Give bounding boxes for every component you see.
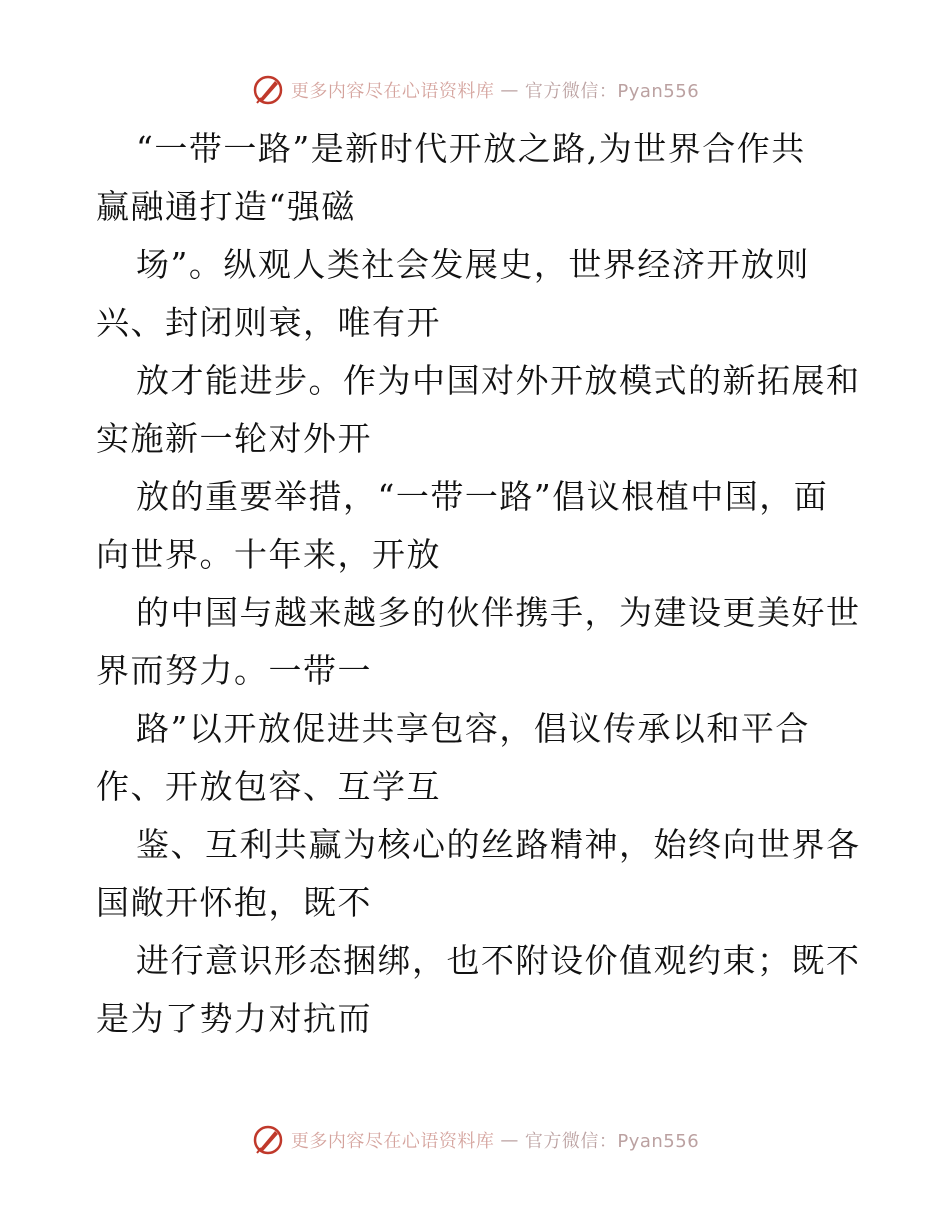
watermark-separator: — <box>500 1129 519 1151</box>
text-line: 路”以开放促进共享包容，倡议传承以和平合 <box>136 709 810 748</box>
text-line: 向世界。十年来，开放 <box>96 535 441 574</box>
text-line: 鉴、互利共赢为核心的丝路精神，始终向世界各 <box>136 825 861 864</box>
footer-watermark <box>0 1120 950 1160</box>
watermark-wechat-text: 官方微信：Pyan556 <box>524 81 700 102</box>
text-line: 赢融通打造“强磁 <box>96 187 356 226</box>
text-line: 兴、封闭则衰，唯有开 <box>96 303 441 342</box>
text-line: 的中国与越来越多的伙伴携手，为建设更美好世 <box>136 593 861 632</box>
quill-logo-icon <box>251 73 285 107</box>
body-text <box>96 120 861 1048</box>
watermark-site-text: 更多内容尽在心语资料库 <box>290 81 495 102</box>
watermark-separator: — <box>500 79 519 101</box>
text-line: 界而努力。一带一 <box>96 651 372 690</box>
text-line: 放的重要举措，“一带一路”倡议根植中国，面 <box>136 477 829 516</box>
text-line: 进行意识形态捆绑，也不附设价值观约束；既不 <box>136 941 861 980</box>
text-line: 作、开放包容、互学互 <box>96 767 441 806</box>
text-line: “一带一路”是新时代开放之路,为世界合作共 <box>136 129 806 168</box>
watermark-site-text: 更多内容尽在心语资料库 <box>290 1131 495 1152</box>
header-watermark <box>0 70 950 110</box>
text-line: 场”。纵观人类社会发展史，世界经济开放则 <box>136 245 810 284</box>
text-line: 实施新一轮对外开 <box>96 419 372 458</box>
text-line: 放才能进步。作为中国对外开放模式的新拓展和 <box>136 361 861 400</box>
watermark-wechat-text: 官方微信：Pyan556 <box>524 1131 700 1152</box>
text-line: 国敞开怀抱，既不 <box>96 883 372 922</box>
text-line: 是为了势力对抗而 <box>96 999 372 1038</box>
quill-logo-icon <box>251 1123 285 1157</box>
